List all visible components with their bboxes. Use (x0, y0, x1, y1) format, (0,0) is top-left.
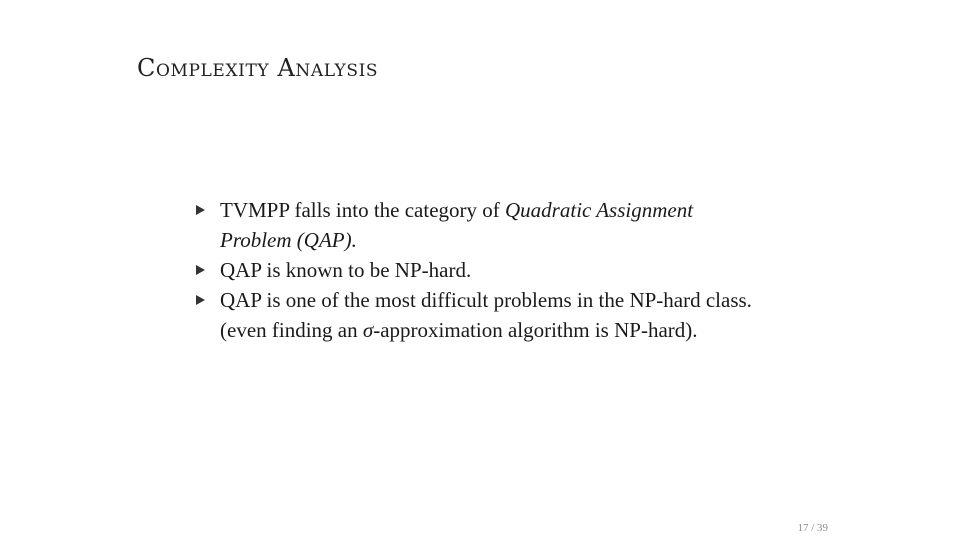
bullet-item-np-hard (196, 255, 766, 285)
bullet-item-qap-category (196, 195, 766, 255)
bullet-list (196, 195, 766, 345)
bullet-text-after: -approximation algorithm is NP-hard). (373, 318, 698, 342)
bullet-item-difficulty (196, 285, 766, 345)
bullet-emphasis: Quadratic Assignment Problem (QAP). (220, 198, 694, 252)
triangle-bullet-icon (196, 265, 205, 275)
sigma-symbol: σ (362, 318, 374, 342)
bullet-text: TVMPP falls into the category of (220, 198, 506, 222)
triangle-bullet-icon (196, 205, 205, 215)
triangle-bullet-icon (196, 295, 205, 305)
slide-title: Complexity Analysis (137, 54, 379, 82)
bullet-text: QAP is one of the most difficult problems in the NP-hard class. (even finding an (220, 288, 752, 342)
bullet-text: QAP is known to be NP-hard. (220, 258, 472, 282)
page-number: 17 / 39 (797, 522, 828, 534)
